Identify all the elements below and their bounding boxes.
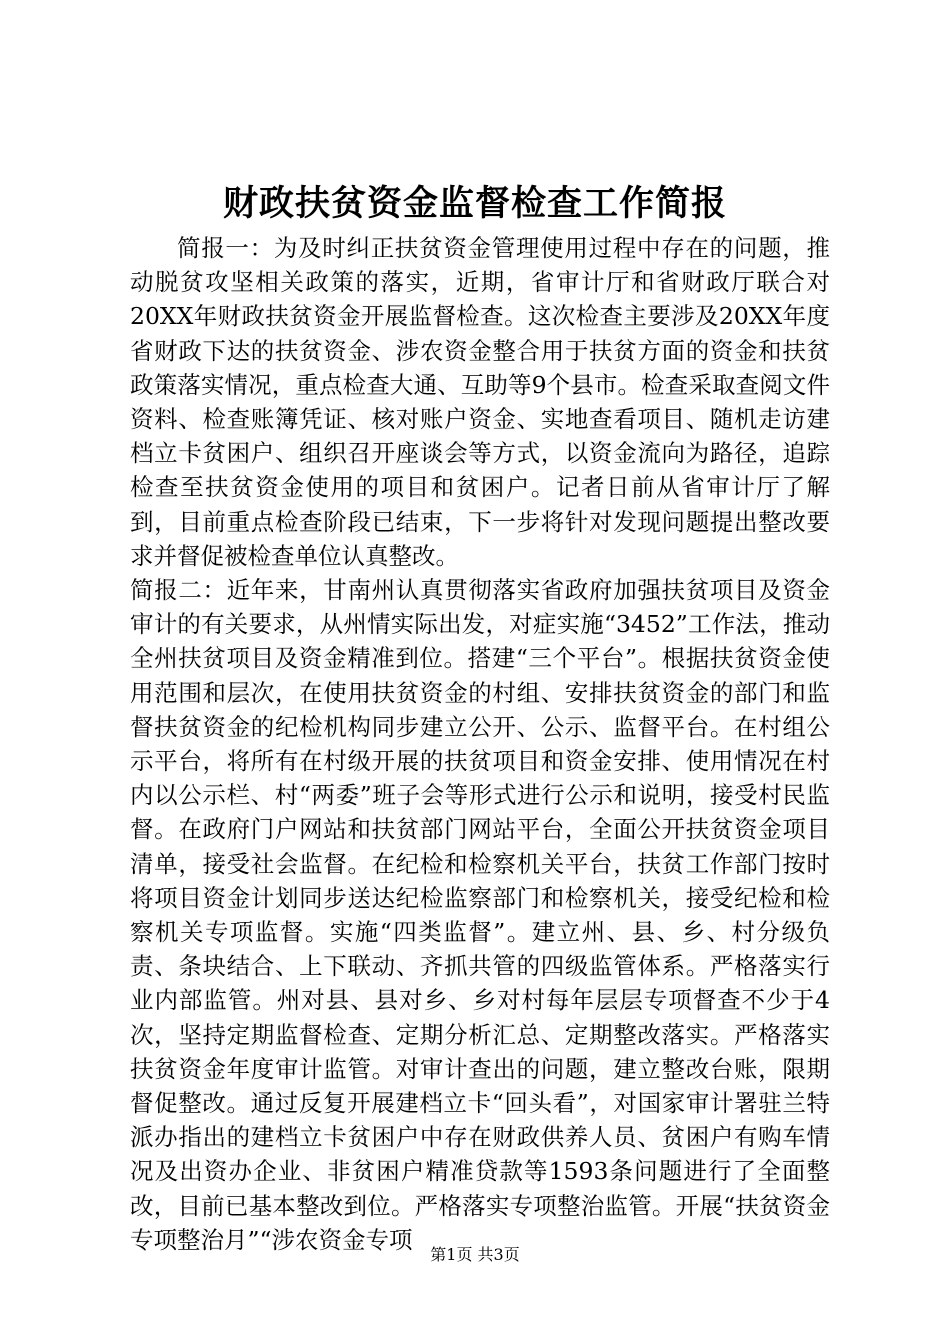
page-number-footer: 第1页 共3页 <box>430 1245 520 1264</box>
document-body <box>130 231 830 1257</box>
paragraph-brief-two: 简报二：近年来，甘南州认真贯彻落实省政府加强扶贫项目及资金审计的有关要求，从州情实际出发，对症实施“3452”工作法，推动全州扶贫项目及资金精准到位。搭建“三个平台”。根据扶贫资金使用范围和层次，在使用扶贫资金的村组、安排扶贫资金的部门和监督扶贫资金的纪检机构同步建立公开、公示、监督平台。在村组公示平台，将所有在村级开展的扶贫项目和资金安排、使用情况在村内以公示栏、村“两委”班子会等形式进行公示和说明，接受村民监督。在政府门户网站和扶贫部门网站平台，全面公开扶贫资金项目清单，接受社会监督。在纪检和检察机关平台，扶贫工作部门按时将项目资金计划同步送达纪检监察部门和检察机关，接受纪检和检察机关专项监督。实施“四类监督”。建立州、县、乡、村分级负责、条块结合、上下联动、齐抓共管的四级监管体系。严格落实行业内部监管。州对县、县对乡、乡对村每年层层专项督查不少于4次，坚持定期监督检查、定期分析汇总、定期整改落实。严格落实扶贫资金年度审计监管。对审计查出的问题，建立整改台账，限期督促整改。通过反复开展建档立卡“回头看”，对国家审计署驻兰特派办指出的建档立卡贫困户中存在财政供养人员、贫困户有购车情况及出资办企业、非贫困户精准贷款等1593条问题进行了全面整改，目前已基本整改到位。严格落实专项整治监管。开展“扶贫资金专项整治月”“涉农资金专项 <box>130 576 830 1254</box>
document-title: 财政扶贫资金监督检查工作简报 <box>222 183 727 224</box>
paragraph-brief-one: 简报一：为及时纠正扶贫资金管理使用过程中存在的问题，推动脱贫攻坚相关政策的落实，近期，省审计厅和省财政厅联合对20XX年财政扶贫资金开展监督检查。这次检查主要涉及20XX年度省财政下达的扶贫资金、涉农资金整合用于扶贫方面的资金和扶贫政策落实情况，重点检查大通、互助等9个县市。检查采取查阅文件资料、检查账簿凭证、核对账户资金、实地查看项目、随机走访建档立卡贫困户、组织召开座谈会等方式，以资金流向为路径，追踪检查至扶贫资金使用的项目和贫困户。记者日前从省审计厅了解到，目前重点检查阶段已结束，下一步将针对发现问题提出整改要求并督促被检查单位认真整改。 <box>130 234 830 570</box>
